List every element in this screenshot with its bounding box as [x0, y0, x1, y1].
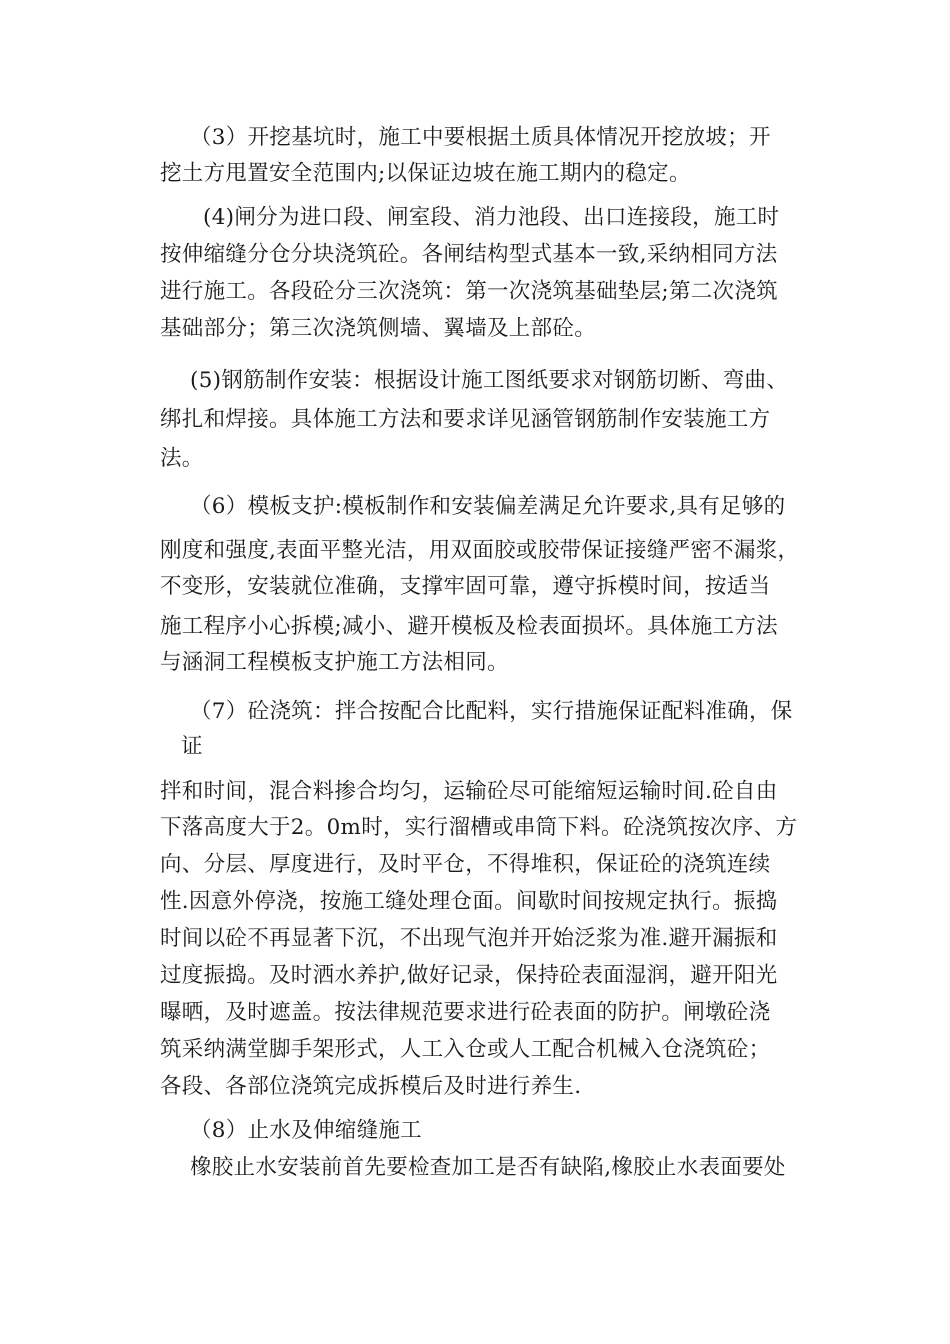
text-line: 按伸缩缝分仓分块浇筑砼。各闸结构型式基本一致,采纳相同方法 [160, 242, 778, 267]
text-line: 进行施工。各段砼分三次浇筑：第一次浇筑基础垫层;第二次浇筑 [160, 279, 778, 304]
text-line: 法。 [160, 446, 204, 471]
section-heading: （8）止水及伸缩缝施工 [190, 1118, 422, 1143]
text-line: 拌和时间，混合料掺合均匀，运输砼尽可能缩短运输时间.砼自由 [160, 779, 778, 804]
text-line: (5)钢筋制作安装：根据设计施工图纸要求对钢筋切断、弯曲、 [190, 368, 789, 393]
text-line: 各段、各部位浇筑完成拆模后及时进行养生. [160, 1074, 582, 1099]
text-line: 性.因意外停浇，按施工缝处理仓面。间歇时间按规定执行。振捣 [160, 889, 778, 914]
text-line: (4)闸分为进口段、闸室段、消力池段、出口连接段，施工时 [203, 205, 780, 230]
text-line: 挖土方甩置安全范围内;以保证边坡在施工期内的稳定。 [160, 161, 691, 186]
text-line: （6）模板支护:模板制作和安装偏差满足允许要求,具有足够的 [190, 494, 786, 519]
text-line: 证 [181, 734, 203, 759]
text-line: 绑扎和焊接。具体施工方法和要求详见涵管钢筋制作安装施工方 [160, 407, 771, 432]
text-line: 过度振捣。及时洒水养护,做好记录，保持砼表面湿润，避开阳光 [160, 963, 778, 988]
text-line: 与涵洞工程模板支护施工方法相同。 [160, 650, 509, 675]
text-line: （7）砼浇筑：拌合按配合比配料，实行措施保证配料准确，保 [190, 699, 793, 724]
text-line: 基础部分；第三次浇筑侧墙、翼墙及上部砼。 [160, 316, 597, 341]
text-line: 时间以砼不再显著下沉，不出现气泡并开始泛浆为准.避开漏振和 [160, 926, 778, 951]
text-line: 橡胶止水安装前首先要检查加工是否有缺陷,橡胶止水表面要处 [190, 1155, 786, 1180]
text-line: 向、分层、厚度进行，及时平仓，不得堆积，保证砼的浇筑连续 [160, 852, 771, 877]
text-line: 下落高度大于2。0m时，实行溜槽或串筒下料。砼浇筑按次序、方 [160, 815, 798, 840]
text-line: 曝晒，及时遮盖。按法律规范要求进行砼表面的防护。闸墩砼浇 [160, 1000, 771, 1025]
text-line: 施工程序小心拆模;减小、避开模板及检表面损坏。具体施工方法 [160, 614, 778, 639]
text-line: 不变形，安装就位准确，支撑牢固可靠，遵守拆模时间，按适当 [160, 574, 771, 599]
text-line: 筑采纳满堂脚手架形式，人工入仓或人工配合机械入仓浇筑砼； [160, 1037, 771, 1062]
text-line: （3）开挖基坑时，施工中要根据土质具体情况开挖放坡；开 [190, 125, 771, 150]
text-line: 刚度和强度,表面平整光洁，用双面胶或胶带保证接缝严密不漏浆， [160, 538, 800, 563]
